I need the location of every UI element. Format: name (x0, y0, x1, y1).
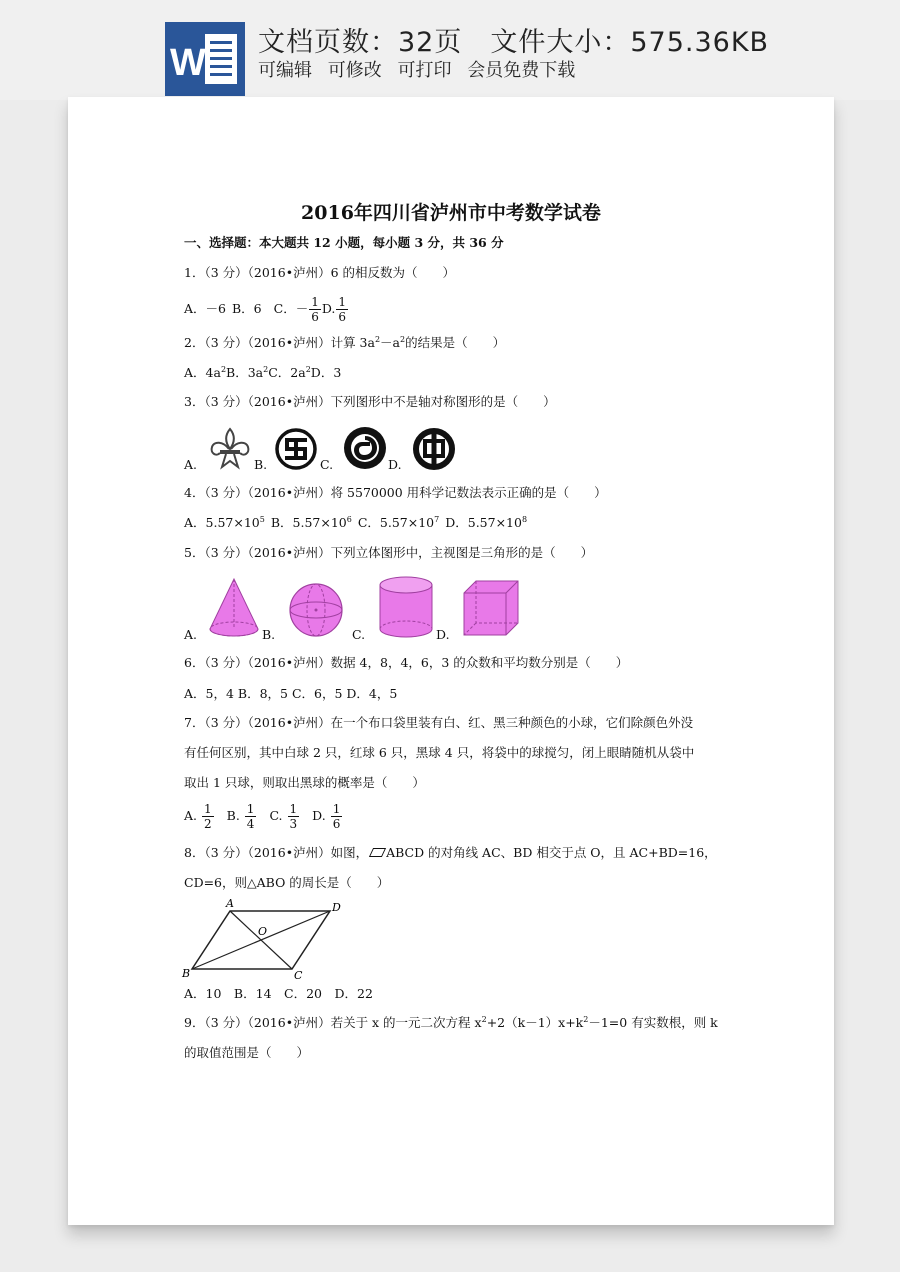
point-o-label: O (258, 925, 268, 938)
q5-label-d: D. (436, 627, 450, 642)
feature-printable: 可打印 (397, 60, 452, 81)
fraction: $\frac{1}{3}$ (289, 802, 298, 831)
q3-label-d: D. (388, 457, 402, 472)
point-d-label: D (332, 901, 341, 914)
section-heading: 一、选择题：本大题共 12 小题，每小题 3 分，共 36 分 (184, 235, 504, 250)
cube-figure (460, 577, 522, 639)
q8-options: A．10 B．14 C．20 D．22 (184, 986, 373, 1001)
bank-of-china-logo-figure (412, 427, 456, 471)
q3-label-a: A. (184, 457, 198, 472)
q1-stem: 1．（3 分）（2016•泸州）6 的相反数为（ ） (184, 265, 455, 280)
fleur-de-lis-figure (208, 427, 252, 471)
page-count: 文档页数：32页 (258, 27, 463, 58)
exam-title: 2016年四川省泸州市中考数学试卷 (301, 202, 601, 224)
q6-options: A．5，4 B．8，5 C．6，5 D．4，5 (184, 686, 398, 701)
fraction: $\frac{1}{6}$ (332, 802, 341, 831)
q8-line2: CD=6，则△ABO 的周长是（ ） (184, 875, 390, 890)
file-size: 文件大小：575.36KB (490, 27, 770, 58)
q7-options: A. $\frac{1}{2}$ B. $\frac{1}{4}$ C. $\frac{1}{3}$ D. $\frac{1}{6}$ (184, 802, 341, 831)
point-c-label: C (294, 969, 303, 981)
point-a-label: A (226, 897, 234, 910)
q4-options: A．$5.57\times 10^5$ B．$5.57\times 10^6$ C．$5.57\times 10^7$ D．$5.57\times 10^8$ (184, 515, 528, 530)
q5-stem: 5．（3 分）（2016•泸州）下列立体图形中，主视图是三角形的是（ ） (184, 545, 594, 560)
q2-options: A．$4a^2B$．$3a^2C$．$2a^2D$．3 (184, 365, 342, 380)
q5-label-b: B. (262, 627, 276, 642)
q6-stem: 6．（3 分）（2016•泸州）数据 4，8，4，6，3 的众数和平均数分别是（ ） (184, 655, 629, 670)
q4-stem: 4．（3 分）（2016•泸州）将 5570000 用科学记数法表示正确的是（ ） (184, 485, 607, 500)
fraction: $\frac{1}{2}$ (204, 802, 212, 831)
spiral-logo-figure (342, 425, 388, 471)
q3-label-b: B. (254, 457, 268, 472)
q9-line1: 9．（3 分）（2016•泸州）若关于 x 的一元二次方程 $x^2+2(k-1)x+k^2-1=0$ 有实数根，则 k (184, 1015, 718, 1030)
bank-logo-1-figure (274, 427, 318, 471)
q8-line1: 8．（3 分）（2016•泸州）如图， ABCD 的对角线 AC、BD 相交于点 O，且 AC+BD=16， (184, 845, 717, 860)
q7-line1: 7．（3 分）（2016•泸州）在一个布口袋里装有白、红、黑三种颜色的小球，它们除颜色外没 (184, 715, 694, 730)
feature-editable: 可编辑 (258, 60, 312, 81)
q5-label-c: C. (352, 627, 366, 642)
sphere-figure (286, 581, 346, 639)
cone-figure (206, 575, 262, 639)
q3-stem: 3．（3 分）（2016•泸州）下列图形中不是轴对称图形的是（ ） (184, 394, 556, 409)
fraction: $\frac{1}{6}$ (338, 295, 347, 324)
q3-label-c: C. (320, 457, 334, 472)
q5-label-a: A. (184, 627, 198, 642)
parallelogram-figure (178, 897, 348, 981)
fraction: $\frac{1}{6}$ (311, 295, 319, 324)
fraction: $\frac{1}{4}$ (246, 802, 255, 831)
q7-line2: 有任何区别，其中白球 2 只，红球 6 只，黑球 4 只，将袋中的球搅匀，闭上眼睛随机从袋中 (184, 745, 695, 760)
svg-text:W: W (170, 42, 206, 84)
q7-line3: 取出 1 只球，则取出黑球的概率是（ ） (184, 775, 425, 790)
document-page (68, 97, 834, 1225)
q1-options: A．－6 B．6 C．－ $\frac{1}{6}$ D. $\frac{1}{6}$ (184, 295, 347, 324)
word-document-icon (165, 22, 245, 96)
file-info (258, 20, 769, 59)
q9-line2: 的取值范围是（ ） (184, 1045, 310, 1060)
feature-modifiable: 可修改 (327, 60, 382, 81)
feature-member-download: 会员免费下载 (467, 60, 576, 81)
download-header (0, 0, 900, 100)
cylinder-figure (376, 575, 436, 641)
q2-stem: 2．（3 分）（2016•泸州）计算 $3a^2-a^2$的结果是（ ） (184, 335, 506, 350)
parallelogram-symbol (369, 848, 386, 857)
feature-list (258, 56, 585, 82)
point-b-label: B (182, 967, 191, 980)
